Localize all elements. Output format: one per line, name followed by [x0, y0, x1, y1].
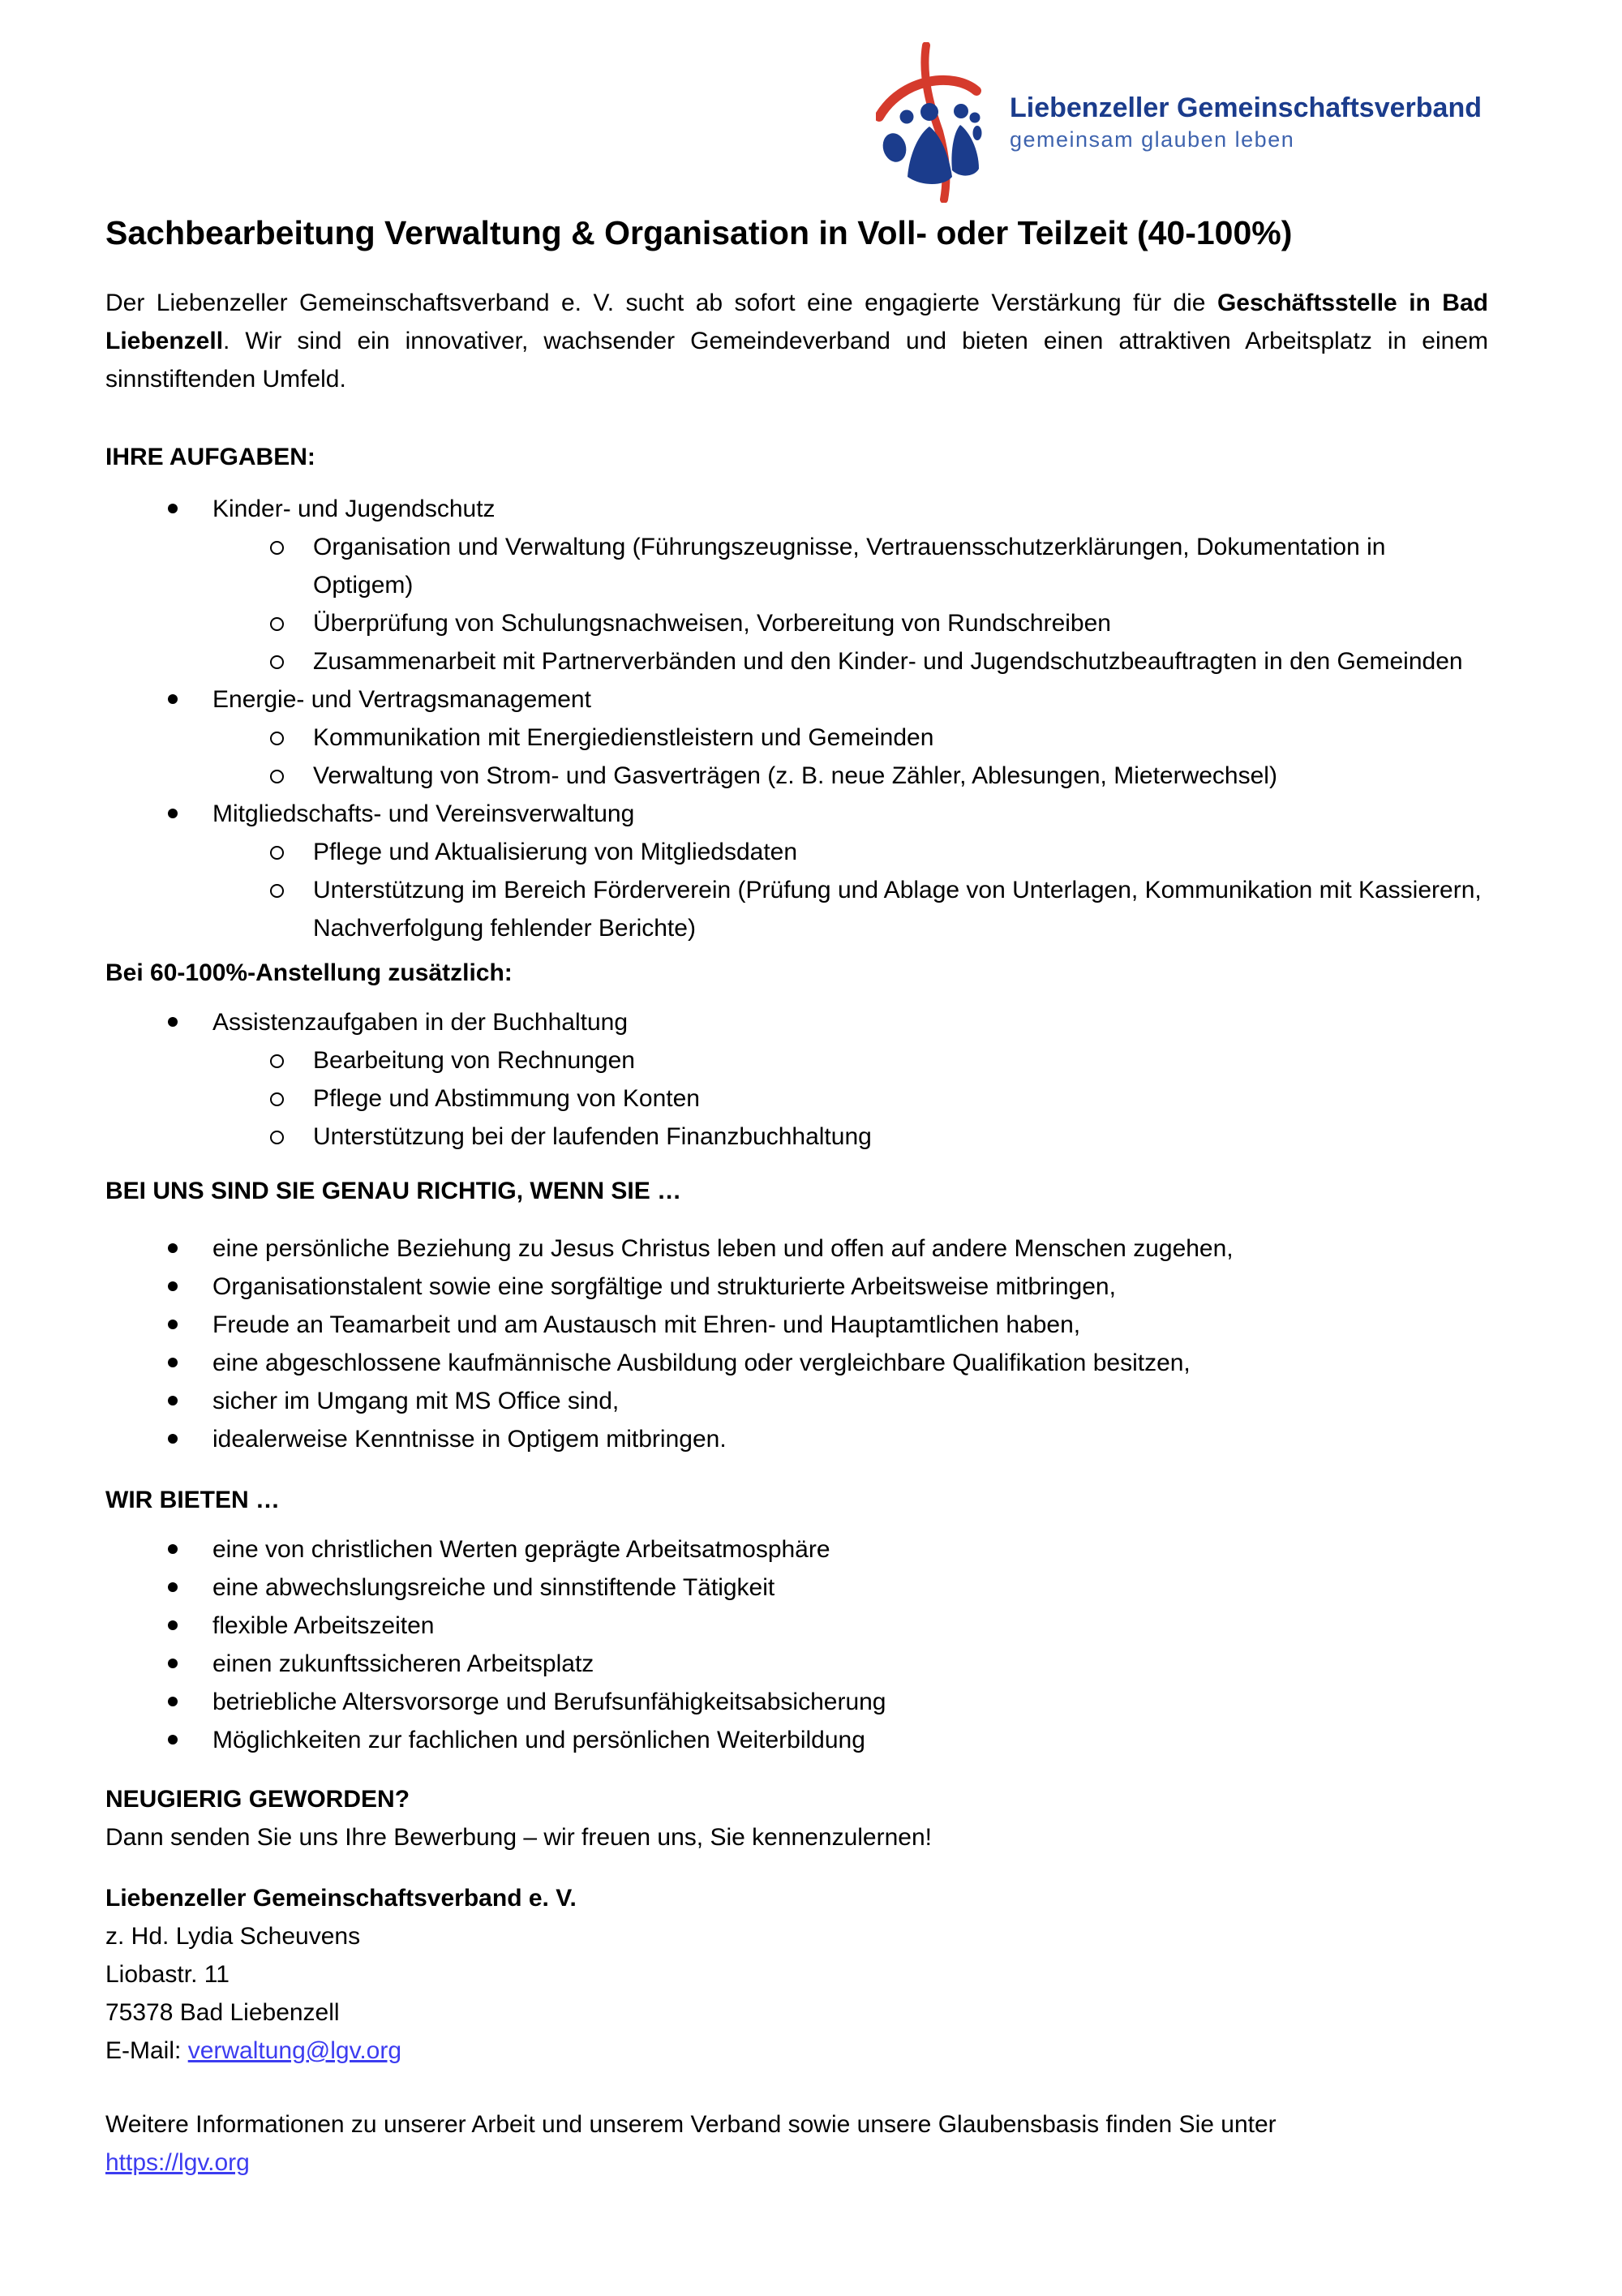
page-title: Sachbearbeitung Verwaltung & Organisation in Voll- oder Teilzeit (40-100%) [105, 214, 1293, 251]
bullet-dot-icon [167, 1344, 212, 1382]
bullet-dot-icon [167, 1569, 212, 1607]
bullet-dot-icon [167, 795, 212, 833]
list-item-text: eine abwechslungsreiche und sinnstiftende Tätigkeit [212, 1574, 775, 1601]
contact-org-name: Liebenzeller Gemeinschaftsverband e. V. [105, 1885, 577, 1912]
list-item-text: betriebliche Altersvorsorge und Berufsunfähigkeitsabsicherung [212, 1689, 886, 1715]
list-item-text: flexible Arbeitszeiten [212, 1612, 435, 1639]
list-item [167, 490, 1488, 528]
bullet-dot-icon [167, 1306, 212, 1344]
list-item [167, 1569, 1488, 1607]
section-heading-aufgaben: IHRE AUFGABEN: [105, 444, 315, 470]
list-item-text: Verwaltung von Strom- und Gasverträgen (z. B. neue Zähler, Ablesungen, Mieterwechsel) [313, 762, 1277, 789]
intro-text-1: Der Liebenzeller Gemeinschaftsverband e. V. sucht ab sofort eine engagierte Verstärkung für die [105, 290, 1217, 316]
additional-task-list [105, 1003, 1488, 1156]
bullet-circle-icon [268, 528, 313, 604]
bullet-dot-icon [167, 1721, 212, 1759]
list-item [268, 871, 1488, 947]
bullet-dot-icon [167, 1268, 212, 1306]
bullet-circle-icon [268, 1079, 313, 1118]
list-item-text: idealerweise Kenntnisse in Optigem mitbringen. [212, 1426, 727, 1453]
list-item-text: Unterstützung bei der laufenden Finanzbuchhaltung [313, 1123, 872, 1150]
list-item-text: Energie- und Vertragsmanagement [212, 686, 591, 713]
list-item-text: eine von christlichen Werten geprägte Arbeitsatmosphäre [212, 1536, 830, 1563]
list-item-text: Unterstützung im Bereich Förderverein (Prüfung und Ablage von Unterlagen, Kommunikation mit Kassierern, Nachverfolgung fehlender Berichte) [313, 877, 1482, 942]
bullet-circle-icon [268, 757, 313, 795]
footer-text: Weitere Informationen zu unserer Arbeit und unserem Verband sowie unsere Glaubensbasis finden Sie unter [105, 2111, 1277, 2138]
list-item-text: einen zukunftssicheren Arbeitsplatz [212, 1650, 594, 1677]
email-link[interactable]: verwaltung@lgv.org [187, 2037, 402, 2064]
bullet-dot-icon [167, 1607, 212, 1645]
list-item [268, 719, 1488, 757]
list-item [268, 757, 1488, 795]
list-item [167, 1268, 1488, 1306]
bullet-circle-icon [268, 604, 313, 642]
section-heading-zusaetzlich: Bei 60-100%-Anstellung zusätzlich: [105, 959, 513, 986]
bullet-dot-icon [167, 490, 212, 528]
list-item-text: Zusammenarbeit mit Partnerverbänden und den Kinder- und Jugendschutzbeauftragten in den Gemeinden [313, 648, 1463, 675]
list-item-text: Kommunikation mit Energiedienstleistern und Gemeinden [313, 724, 934, 751]
list-item-text: Pflege und Abstimmung von Konten [313, 1085, 700, 1112]
bullet-dot-icon [167, 1683, 212, 1721]
list-item [167, 1306, 1488, 1344]
list-item-text: eine abgeschlossene kaufmännische Ausbildung oder vergleichbare Qualifikation besitzen, [212, 1350, 1191, 1376]
section-heading-angebot: WIR BIETEN … [105, 1487, 280, 1513]
website-link[interactable]: https://lgv.org [105, 2149, 250, 2176]
profile-list [105, 1230, 1488, 1458]
logo-text [1010, 92, 1482, 152]
contact-attn: z. Hd. Lydia Scheuvens [105, 1923, 361, 1950]
list-item [167, 1344, 1488, 1382]
contact-block [105, 1879, 1488, 2070]
contact-city: 75378 Bad Liebenzell [105, 1999, 340, 2026]
list-item [167, 1645, 1488, 1683]
email-label: E-Mail: [105, 2037, 188, 2064]
list-item [167, 1530, 1488, 1569]
list-item [167, 1382, 1488, 1420]
bullet-dot-icon [167, 680, 212, 719]
list-item [268, 642, 1488, 680]
list-item [167, 795, 1488, 833]
list-item [268, 604, 1488, 642]
bullet-circle-icon [268, 833, 313, 871]
list-item [268, 1041, 1488, 1079]
list-item [167, 1230, 1488, 1268]
logo-org-name: Liebenzeller Gemeinschaftsverband [1010, 92, 1482, 123]
list-item-text: Freude an Teamarbeit und am Austausch mit Ehren- und Hauptamtlichen haben, [212, 1311, 1081, 1338]
bullet-dot-icon [167, 1382, 212, 1420]
intro-bold-text: Geschäftsstelle in Bad Liebenzell [105, 290, 1488, 354]
list-item-text: eine persönliche Beziehung zu Jesus Christus leben und offen auf andere Menschen zugehen, [212, 1235, 1234, 1262]
bullet-circle-icon [268, 1041, 313, 1079]
list-item-text: Assistenzaufgaben in der Buchhaltung [212, 1009, 629, 1036]
bullet-dot-icon [167, 1530, 212, 1569]
application-call-text: Dann senden Sie uns Ihre Bewerbung – wir freuen uns, Sie kennenzulernen! [105, 1824, 932, 1851]
list-item [167, 680, 1488, 719]
logo-tagline: gemeinsam glauben leben [1010, 127, 1295, 152]
list-item-text: sicher im Umgang mit MS Office sind, [212, 1388, 620, 1414]
list-item-text: Möglichkeiten zur fachlichen und persönlichen Weiterbildung [212, 1727, 865, 1753]
bullet-dot-icon [167, 1003, 212, 1041]
list-item-text: Bearbeitung von Rechnungen [313, 1047, 635, 1074]
list-item [167, 1683, 1488, 1721]
list-item [167, 1607, 1488, 1645]
section-heading-profil: BEI UNS SIND SIE GENAU RICHTIG, WENN SIE … [105, 1178, 682, 1204]
bullet-circle-icon [268, 642, 313, 680]
bullet-circle-icon [268, 1118, 313, 1156]
organization-logo [876, 42, 1482, 203]
bullet-dot-icon [167, 1230, 212, 1268]
footer-info [105, 2105, 1488, 2182]
section-heading-neugierig: NEUGIERIG GEWORDEN? [105, 1786, 410, 1813]
list-item [268, 528, 1488, 604]
list-item-text: Mitgliedschafts- und Vereinsverwaltung [212, 800, 635, 827]
bullet-circle-icon [268, 871, 313, 947]
benefits-list [105, 1530, 1488, 1759]
list-item [268, 1079, 1488, 1118]
bullet-circle-icon [268, 719, 313, 757]
contact-street: Liobastr. 11 [105, 1961, 230, 1988]
list-item-text: Kinder- und Jugendschutz [212, 496, 496, 522]
intro-text-2: . Wir sind ein innovativer, wachsender Gemeindeverband und bieten einen attraktiven Arbeitsplatz in einem sinnstiftenden Umfeld. [105, 328, 1488, 393]
intro-paragraph [105, 284, 1488, 398]
task-list [105, 490, 1488, 947]
list-item-text: Organisation und Verwaltung (Führungszeugnisse, Vertrauensschutzerklärungen, Dokumentation in Optigem) [313, 534, 1386, 599]
list-item [268, 1118, 1488, 1156]
cross-and-people-icon [876, 42, 985, 203]
contact-email-line [105, 2032, 1488, 2070]
bullet-dot-icon [167, 1420, 212, 1458]
list-item [167, 1721, 1488, 1759]
bullet-dot-icon [167, 1645, 212, 1683]
list-item [268, 833, 1488, 871]
list-item [167, 1003, 1488, 1041]
list-item-text: Pflege und Aktualisierung von Mitgliedsdaten [313, 839, 798, 865]
list-item [167, 1420, 1488, 1458]
list-item-text: Organisationstalent sowie eine sorgfältige und strukturierte Arbeitsweise mitbringen, [212, 1273, 1116, 1300]
list-item-text: Überprüfung von Schulungsnachweisen, Vorbereitung von Rundschreiben [313, 610, 1111, 637]
